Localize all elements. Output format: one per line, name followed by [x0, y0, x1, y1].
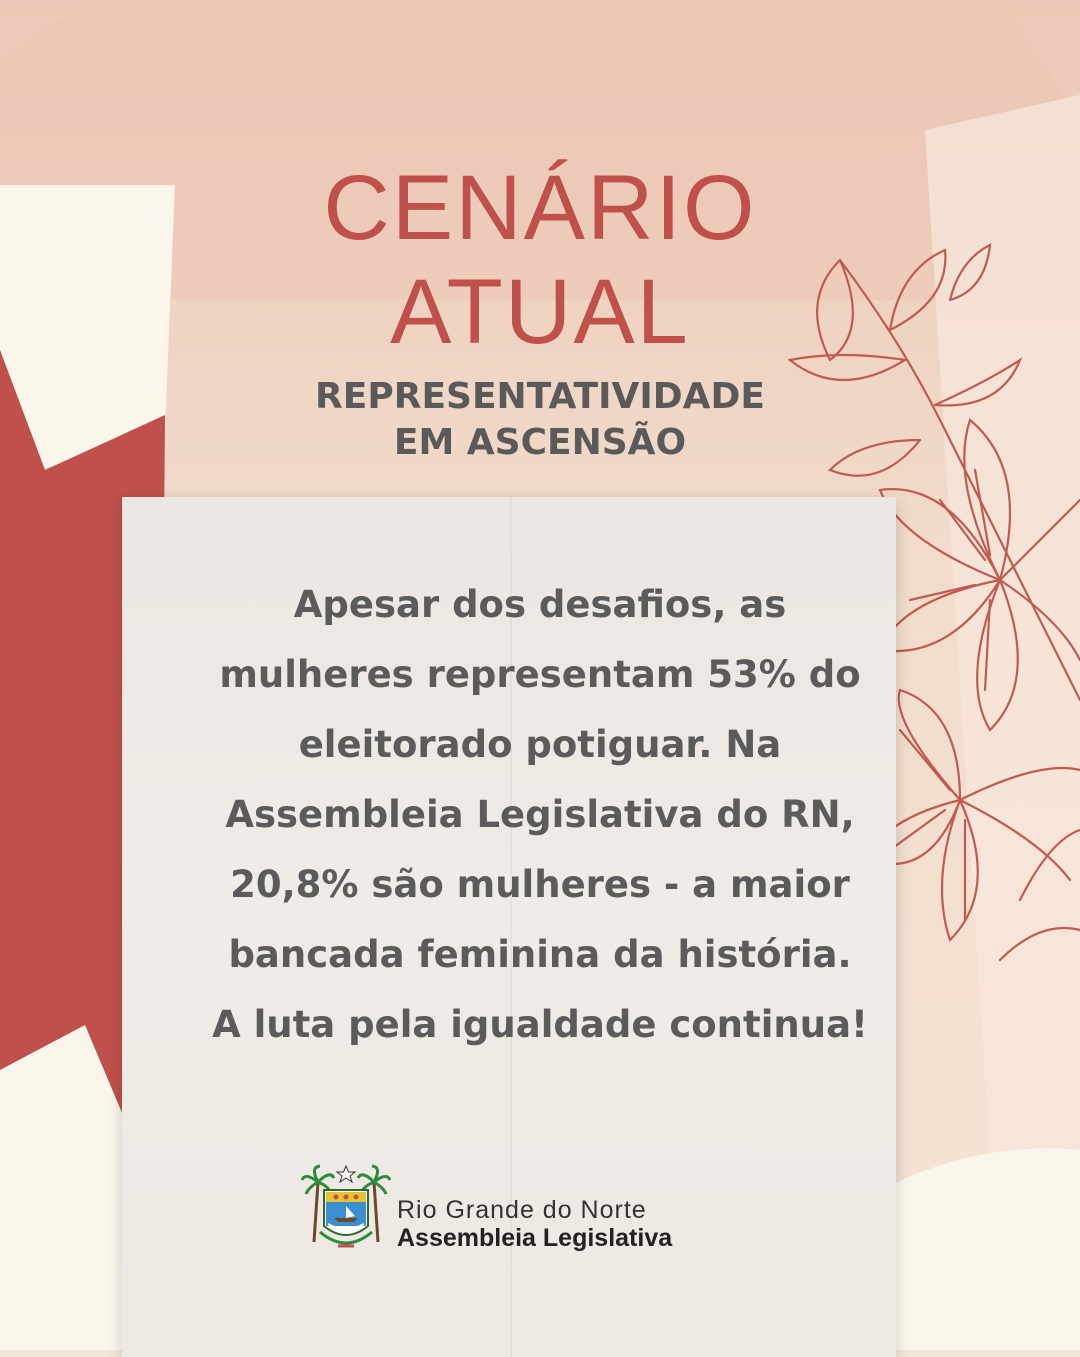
rn-coat-of-arms-icon: [300, 1162, 392, 1254]
page-title-line-1: CENÁRIO: [323, 157, 757, 259]
body-line: A luta pela igualdade continua!: [212, 1003, 868, 1046]
org-name-assembly: Assembleia Legislativa: [397, 1224, 673, 1252]
page-title-line-2: ATUAL: [390, 261, 690, 363]
subtitle-line-2: EM ASCENSÃO: [393, 422, 687, 463]
body-text: [30, 570, 1050, 1060]
body-line: eleitorado potiguar. Na: [298, 723, 782, 766]
body-line: Apesar dos desafios, as: [293, 583, 787, 626]
body-line: 20,8% são mulheres - a maior: [230, 863, 850, 906]
body-line: Assembleia Legislativa do RN,: [225, 793, 855, 836]
subtitle-line-1: REPRESENTATIVIDADE: [315, 376, 765, 417]
org-name-state: Rio Grande do Norte: [397, 1196, 647, 1224]
body-line: mulheres representam 53% do: [219, 653, 861, 696]
body-line: bancada feminina da história.: [228, 933, 852, 976]
